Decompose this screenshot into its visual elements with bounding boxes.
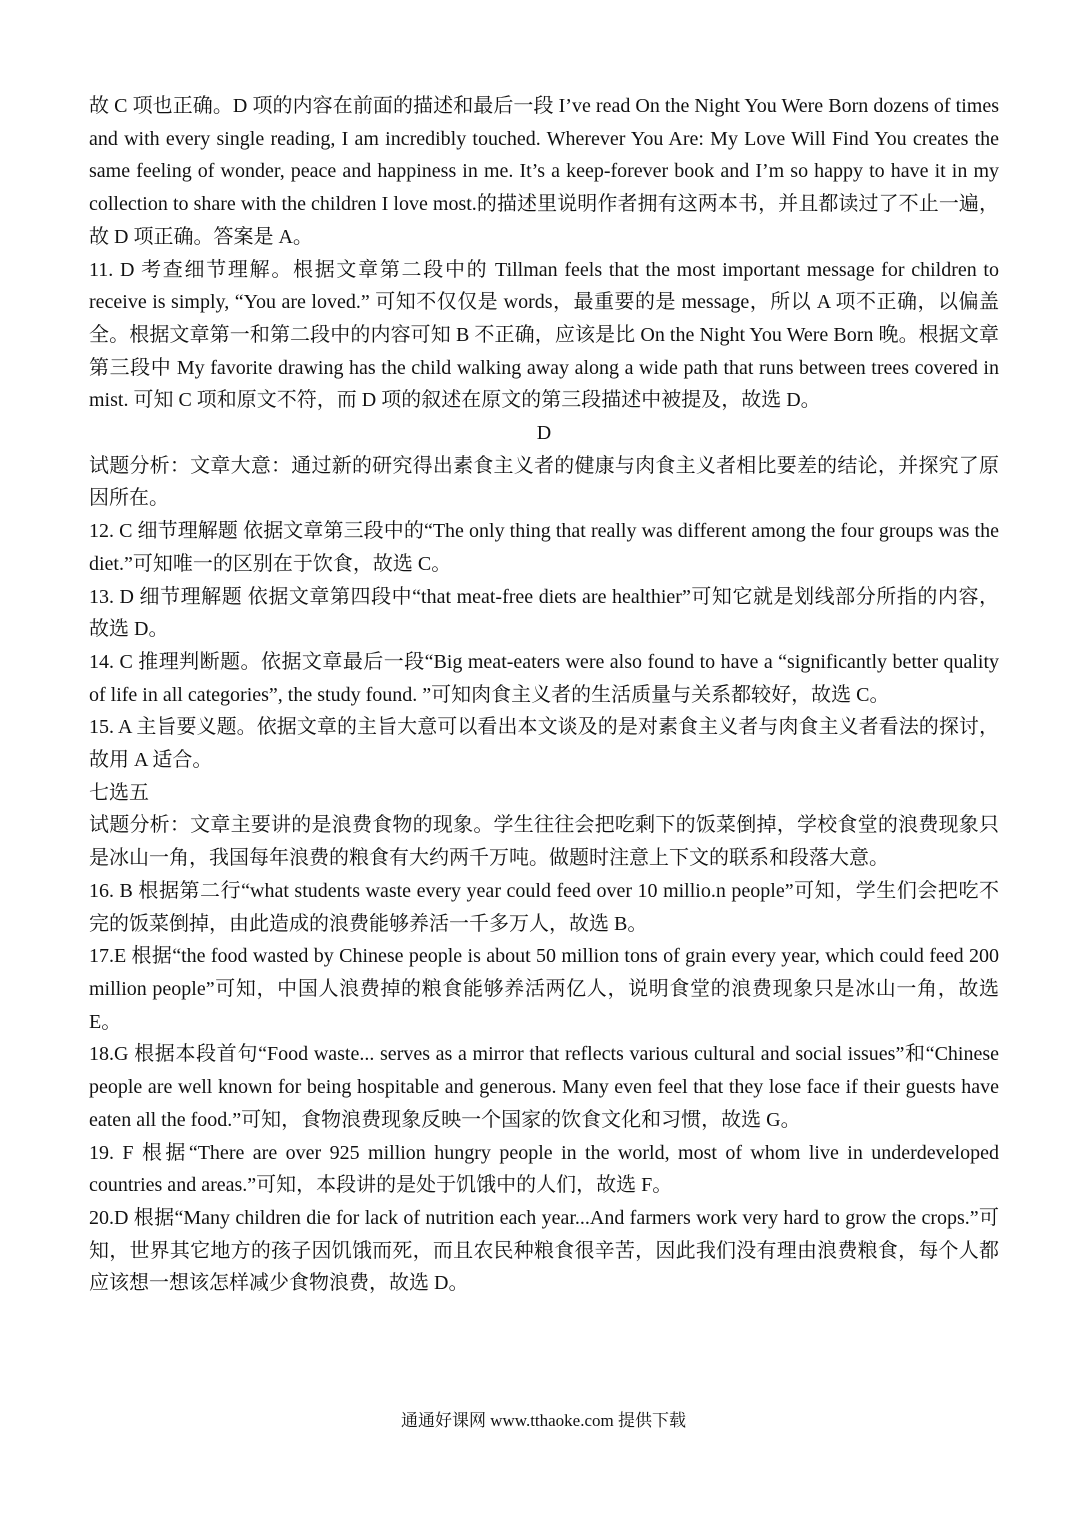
paragraph-q15: 15. A 主旨要义题。依据文章的主旨大意可以看出本文谈及的是对素食主义者与肉食主义者看法的探讨，故用 A 适合。 — [89, 716, 999, 772]
document-body — [89, 90, 999, 1300]
paragraph-q11: 11. D 考查细节理解。根据文章第二段中的 Tillman feels that the most important message for children to receive is simply, “You are loved.” 可知不仅仅是 words，最重要的是 message，所以 A 项不正确，以偏盖全。根据文章第一和第二段中的内容可知 B 不正确，应该是比 On the Night You Were Born 晚。根据文章第三段中 My favorite drawing has the child walking away along a wide path that runs between trees covered in mist. 可知 C 项和原文不符，而 D 项的叙述在原文的第三段描述中被提及，故选 D。 — [89, 258, 999, 412]
paragraph-analysis-d: 试题分析：文章大意：通过新的研究得出素食主义者的健康与肉食主义者相比要差的结论，并探究了原因所在。 — [89, 454, 999, 510]
section-heading-seven-choose-five: 七选五 — [89, 781, 149, 804]
paragraph-cont-10: 故 C 项也正确。D 项的内容在前面的描述和最后一段 I’ve read On the Night You Were Born dozens of times and with every single reading, I am incredibly touched. Wherever You Are: My Love Will Find You creates the same feeling of wonder, peace and happiness in me. It’s a keep-forever book and I’m so happy to have it in my collection to share with the children I love most.的描述里说明作者拥有这两本书，并且都读过了不止一遍，故 D 项正确。答案是 A。 — [89, 95, 999, 248]
paragraph-q13: 13. D 细节理解题 依据文章第四段中“that meat-free diets are healthier”可知它就是划线部分所指的内容，故选 D。 — [89, 585, 999, 641]
paragraph-q12: 12. C 细节理解题 依据文章第三段中的“The only thing that really was different among the four groups was the diet.”可知唯一的区别在于饮食，故选 C。 — [89, 520, 999, 575]
paragraph-q18: 18.G 根据本段首句“Food waste... serves as a mirror that reflects various cultural and social issues”和“Chinese people are well known for being hospitable and generous. Many even feel that they lose face if their guests have eaten all the food.”可知，食物浪费现象反映一个国家的饮食文化和习惯，故选 G。 — [89, 1043, 999, 1131]
paragraph-q19: 19. F 根据“There are over 925 million hungry people in the world, most of whom live in underdeveloped countries and areas.”可知，本段讲的是处于饥饿中的人们，故选 F。 — [89, 1141, 999, 1197]
paragraph-q20: 20.D 根据“Many children die for lack of nutrition each year...And farmers work very hard to grow the crops.”可知，世界其它地方的孩子因饥饿而死，而且农民种粮食很辛苦，因此我们没有理由浪费粮食，每个人都应该想一想该怎样减少食物浪费，故选 D。 — [89, 1206, 999, 1295]
paragraph-q17: 17.E 根据“the food wasted by Chinese people is about 50 million tons of grain every year, which could feed 200 million people”可知，中国人浪费掉的粮食能够养活两亿人，说明食堂的浪费现象只是冰山一角，故选 E。 — [89, 945, 999, 1033]
section-heading-d: D — [536, 422, 552, 445]
paragraph-q16: 16. B 根据第二行“what students waste every year could feed over 10 millio.n people”可知，学生们会把吃不完的饭菜倒掉，由此造成的浪费能够养活一千多万人，故选 B。 — [89, 879, 999, 935]
paragraph-analysis-seven: 试题分析：文章主要讲的是浪费食物的现象。学生往往会把吃剩下的饭菜倒掉，学校食堂的浪费现象只是冰山一角，我国每年浪费的粮食有大约两千万吨。做题时注意上下文的联系和段落大意。 — [89, 814, 999, 870]
page-footer: 通通好课网 www.tthaoke.com 提供下载 — [400, 1411, 687, 1430]
paragraph-q14: 14. C 推理判断题。依据文章最后一段“Big meat-eaters were also found to have a “significantly better quality of life in all categories”, the study found. ”可知肉食主义者的生活质量与关系都较好，故选 C。 — [89, 650, 999, 706]
